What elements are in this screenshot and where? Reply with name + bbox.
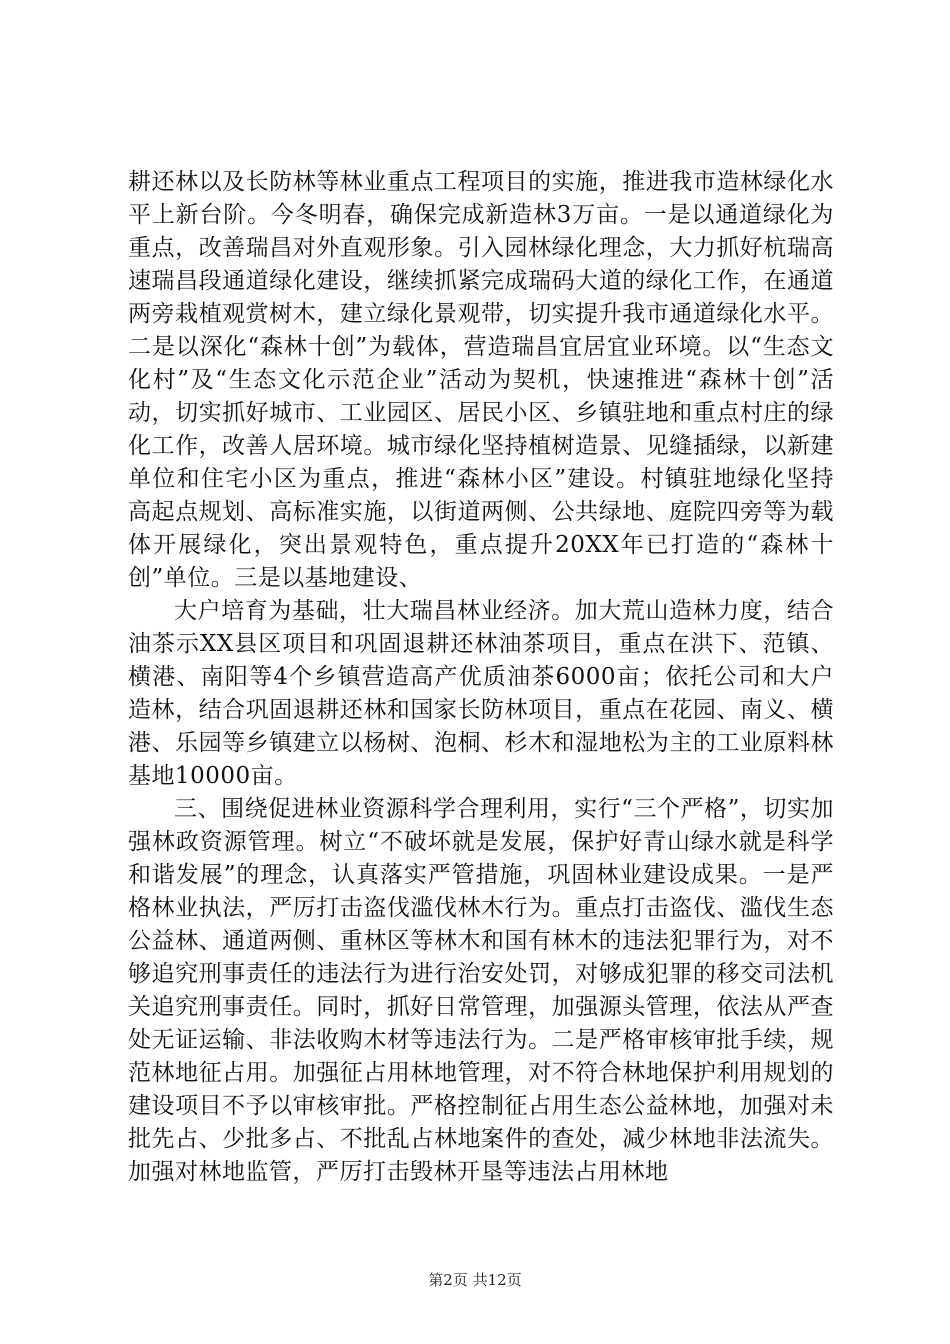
paragraph-3: 三、围绕促进林业资源科学合理利用，实行“三个严格”，切实加强林政资源管理。树立“不破坏就是发展，保护好青山绿水就是科学和谐发展”的理念，认真落实严管措施，巩固林业建设成果。一是严格林业执法，严厉打击盗伐滥伐林木行为。重点打击盗伐、滥伐生态公益林、通道两侧、重林区等林木和国有林木的违法犯罪行为，对不够追究刑事责任的违法行为进行治安处罚，对够成犯罪的移交司法机关追究刑事责任。同时，抓好日常管理，加强源头管理，依法从严查处无证运输、非法收购木材等违法行为。二是严格审核审批手续，规范林地征占用。加强征占用林地管理，对不符合林地保护利用规划的建设项目不予以审核审批。严格控制征占用生态公益林地，加强对未批先占、少批多占、不批乱占林地案件的查处，减少林地非法流失。加强对林地监管，严厉打击毁林开垦等违法占用林地 <box>128 796 834 1185</box>
paragraph-2: 大户培育为基础，壮大瑞昌林业经济。加大荒山造林力度，结合油茶示XX县区项目和巩固退耕还林油茶项目，重点在洪下、范镇、横港、南阳等4个乡镇营造高产优质油茶6000亩；依托公司和大户造林，结合巩固退耕还林和国家长防林项目，重点在花园、南义、横港、乐园等乡镇建立以杨树、泡桐、杉木和湿地松为主的工业原料林基地10000亩。 <box>128 598 834 789</box>
body-text <box>128 166 834 1189</box>
paragraph-1: 耕还林以及长防林等林业重点工程项目的实施，推进我市造林绿化水平上新台阶。今冬明春，确保完成新造林3万亩。一是以通道绿化为重点，改善瑞昌对外直观形象。引入园林绿化理念，大力抓好杭瑞高速瑞昌段通道绿化建设，继续抓紧完成瑞码大道的绿化工作，在通道两旁栽植观赏树木，建立绿化景观带，切实提升我市通道绿化水平。二是以深化“森林十创”为载体，营造瑞昌宜居宜业环境。以“生态文化村”及“生态文化示范企业”活动为契机，快速推进“森林十创”活动，切实抓好城市、工业园区、居民小区、乡镇驻地和重点村庄的绿化工作，改善人居环境。城市绿化坚持植树造景、见缝插绿，以新建单位和住宅小区为重点，推进“森林小区”建设。村镇驻地绿化坚持高起点规划、高标准实施，以街道两侧、公共绿地、庭院四旁等为载体开展绿化，突出景观特色，重点提升20XX年已打造的“森林十创”单位。三是以基地建设、 <box>128 169 834 591</box>
page-footer: 第2页 共12页 <box>428 1271 522 1289</box>
